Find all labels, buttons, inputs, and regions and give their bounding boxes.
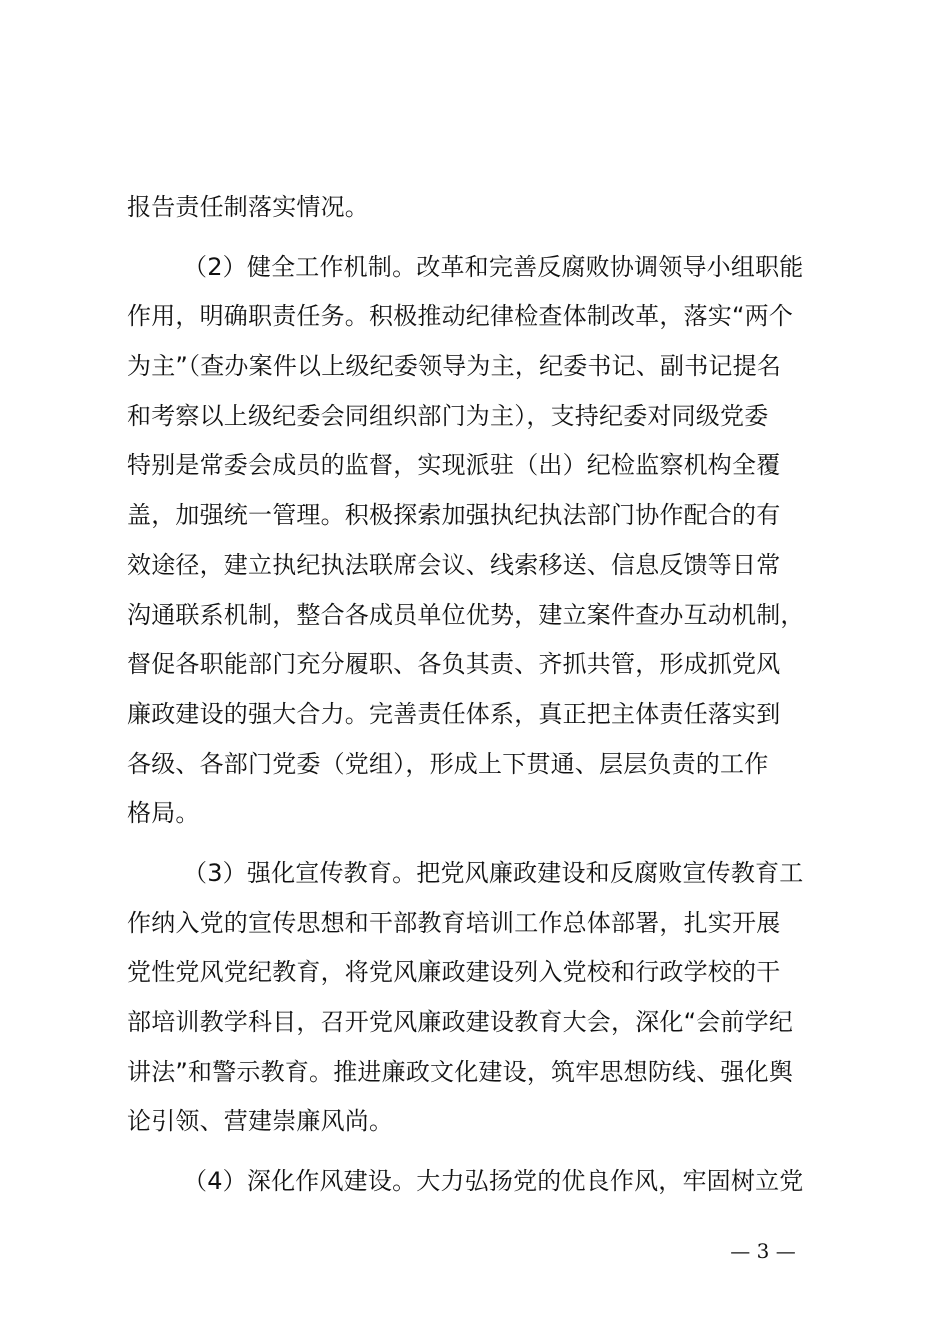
text-line: 讲法”和警示教育。推进廉政文化建设，筑牢思想防线、强化舆 bbox=[127, 1057, 794, 1086]
text-line: 督促各职能部门充分履职、各负其责、齐抓共管，形成抓党风 bbox=[127, 650, 781, 679]
text-line: 论引领、营建崇廉风尚。 bbox=[127, 1107, 394, 1136]
text-line: 盖，加强统一管理。积极探索加强执纪执法部门协作配合的有 bbox=[127, 501, 781, 530]
text-line: 特别是常委会成员的监督，实现派驻（出）纪检监察机构全覆 bbox=[127, 451, 781, 480]
text-line: 作纳入党的宣传思想和干部教育培训工作总体部署，扎实开展 bbox=[127, 908, 781, 937]
body-text bbox=[127, 183, 837, 1207]
text-line: 廉政建设的强大合力。完善责任体系，真正把主体责任落实到 bbox=[127, 699, 781, 728]
text-line: 为主”（查办案件以上级纪委领导为主，纪委书记、副书记提名 bbox=[127, 352, 782, 381]
text-line: 作用，明确职责任务。积极推动纪律检查体制改革，落实“两个 bbox=[127, 302, 794, 331]
paragraph-heading-2: （2）健全工作机制。改革和完善反腐败协调领导小组职能 bbox=[183, 252, 804, 281]
paragraph-heading-4: （4）深化作风建设。大力弘扬党的优良作风，牢固树立党 bbox=[183, 1167, 804, 1196]
text-line: 党性党风党纪教育，将党风廉政建设列入党校和行政学校的干 bbox=[127, 958, 781, 987]
text-line: 部培训教学科目，召开党风廉政建设教育大会，深化“会前学纪 bbox=[127, 1008, 794, 1036]
text-line: 和考察以上级纪委会同组织部门为主），支持纪委对同级党委 bbox=[127, 401, 769, 430]
text-line: 沟通联系机制，整合各成员单位优势，建立案件查办互动机制， bbox=[127, 600, 805, 629]
text-line: 效途径，建立执纪执法联席会议、线索移送、信息反馈等日常 bbox=[127, 550, 781, 579]
text-line: 各级、各部门党委（党组），形成上下贯通、层层负责的工作 bbox=[127, 749, 769, 778]
paragraph-heading-3: （3）强化宣传教育。把党风廉政建设和反腐败宣传教育工 bbox=[183, 858, 804, 887]
page-number: — 3 — bbox=[730, 1239, 796, 1263]
text-line: 报告责任制落实情况。 bbox=[127, 193, 369, 221]
text-line: 格局。 bbox=[127, 799, 200, 828]
